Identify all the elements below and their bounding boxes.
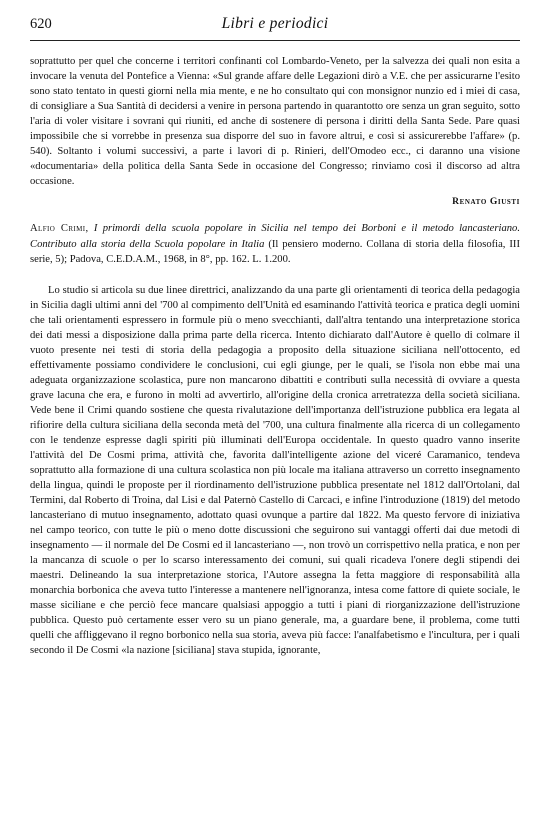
citation-details: (Il pensiero moderno. Collana di storia della filosofia, III serie, 5); Padova, C.E.D.A.M., 1968, in 8°, pp. 162. L. 1.200. — [30, 238, 520, 265]
book-citation — [30, 221, 520, 268]
reviewer-signature: Renato Giusti — [452, 196, 520, 207]
running-head — [30, 14, 520, 41]
citation-author: Alfio Crimi, — [30, 223, 89, 234]
running-head-title: Libri e periodici — [221, 15, 329, 32]
page-number: 620 — [30, 16, 52, 32]
previous-review-closing-paragraph: soprattutto per quel che concerne i territori confinanti col Lombardo-Veneto, per la salvezza dei quali non esita a invocare la venuta del Pontefice a Vienna: «Sul grande affare delle Legazioni dirò a V.E. che per assicurarne l'esito sono stato tentato in questi giorni nella mia mente, e ne ho consultato qui con monsignor nunzio ed i miei di casa, di consigliare a Sua Santità di decidersi a venire in persona partendo in quarantotto ore senza un gran seguito, sotto l'aria di voler visitare i sovrani qui riuniti, ed anche di sostenere di persona i diritti della Santa Sede. Pare quasi impossibile che si vorrebbe in presenza sua disporre del suo in favore altrui, e così si assicurerebbe l'affare» (p. 540). Soltanto i volumi successivi, a parte i lavori di p. Rinieri, dell'Omodeo ecc., ci daranno una visione «documentaria» della politica della Santa Sede in occasione del Congresso; rinviamo così il discorso ad altra occasione. — [30, 56, 520, 187]
review-body-paragraph: Lo studio si articola su due linee direttrici, analizzando da una parte gli orientamenti di teorica della pedagogia in Sicilia dagli ultimi anni del '700 al compimento dell'Unità ed esaminando l'attività teorica e pratica degli uomini che tali orientamenti espressero in formule più o meno svecchianti, dall'altra tentando una interpretazione storica dei dati messi a disposizione dalla prima parte della ricerca. Intento dichiarato dall'Autore è quello di colmare il vuoto presente nei testi di storia della pedagogia a proposito della situazione siciliana nell'ottocento, ed effettivamente possiamo condividere le conclusioni, cui egli giunge, per le quali, se l'isola non ebbe mai una adeguata organizzazione scolastica, pure non mancarono dibattiti e contributi sulla necessità di ovviare a questa grave lacuna che era, e furono in molti ad avvertirlo, all'origine della cronica arretratezza della società siciliana. Vede bene il Crimi quando sostiene che questa rivalutazione dell'importanza dell'istruzione pubblica era legata al rifiorire della cultura siciliana della seconda metà del '700, una cultura finalmente alla ricerca di un collegamento con le tendenze espresse dagli spiriti più illuminati dell'Europa occidentale. In questo quadro vanno inserite l'attività del De Cosmi prima, attività che, favorita dall'intelligente azione del viceré Caramanico, tendeva soprattutto alla formazione di una cultura scolastica non più locale ma italiana attraverso un corretto insegnamento della lingua, quindi le proposte per il riordinamento dell'istruzione pubblica presentate nel 1812 dall'Ortolani, dal Termini, dal Roberto di Troina, dal Lisi e dal Paternò Castello di Carcaci, e infine l'introduzione (1819) del metodo lancasteriano di mutuo insegnamento, adottato quasi ovunque a partire dal 1822. Ma questo fervore di iniziativa nel campo teorico, con tutte le più o meno dotte discussioni che seguirono sui vantaggi offerti dai due metodi di insegnamento — il normale del De Cosmi ed il lancasteriano —, non trovò un corrispettivo nella pratica, e non per la mancanza di scuole o per lo scarso interessamento dei comuni, sui quali ricadeva l'onere degli stipendi dei maestri. Delineando la sua interpretazione storica, l'Autore assegna la fetta maggiore di responsabilità alla monarchia borbonica che aveva tutto l'interesse a mantenere nell'ignoranza, intesa come fattore di quiete sociale, le masse siciliane e che perciò fece mancare qualsiasi appoggio a tutti i piani di riorganizzazione dell'istruzione pubblica. Questo può certamente esser vero su un piano generale, ma, a guardare bene, il problema, come tutti quelli che affliggevano il regno borbonico nella sua storia, aveva più facce: l'analfabetismo e l'incultura, per i quali secondo il De Cosmi «la nazione [siciliana] stava stupida, ignorante, — [30, 284, 520, 656]
book-page — [30, 14, 520, 658]
citation-book-title: I primordi della scuola popolare in Sicilia nel tempo dei Borboni e il metodo lancasteriano. Contributo alla storia della Scuola popolare in Italia — [30, 223, 520, 250]
